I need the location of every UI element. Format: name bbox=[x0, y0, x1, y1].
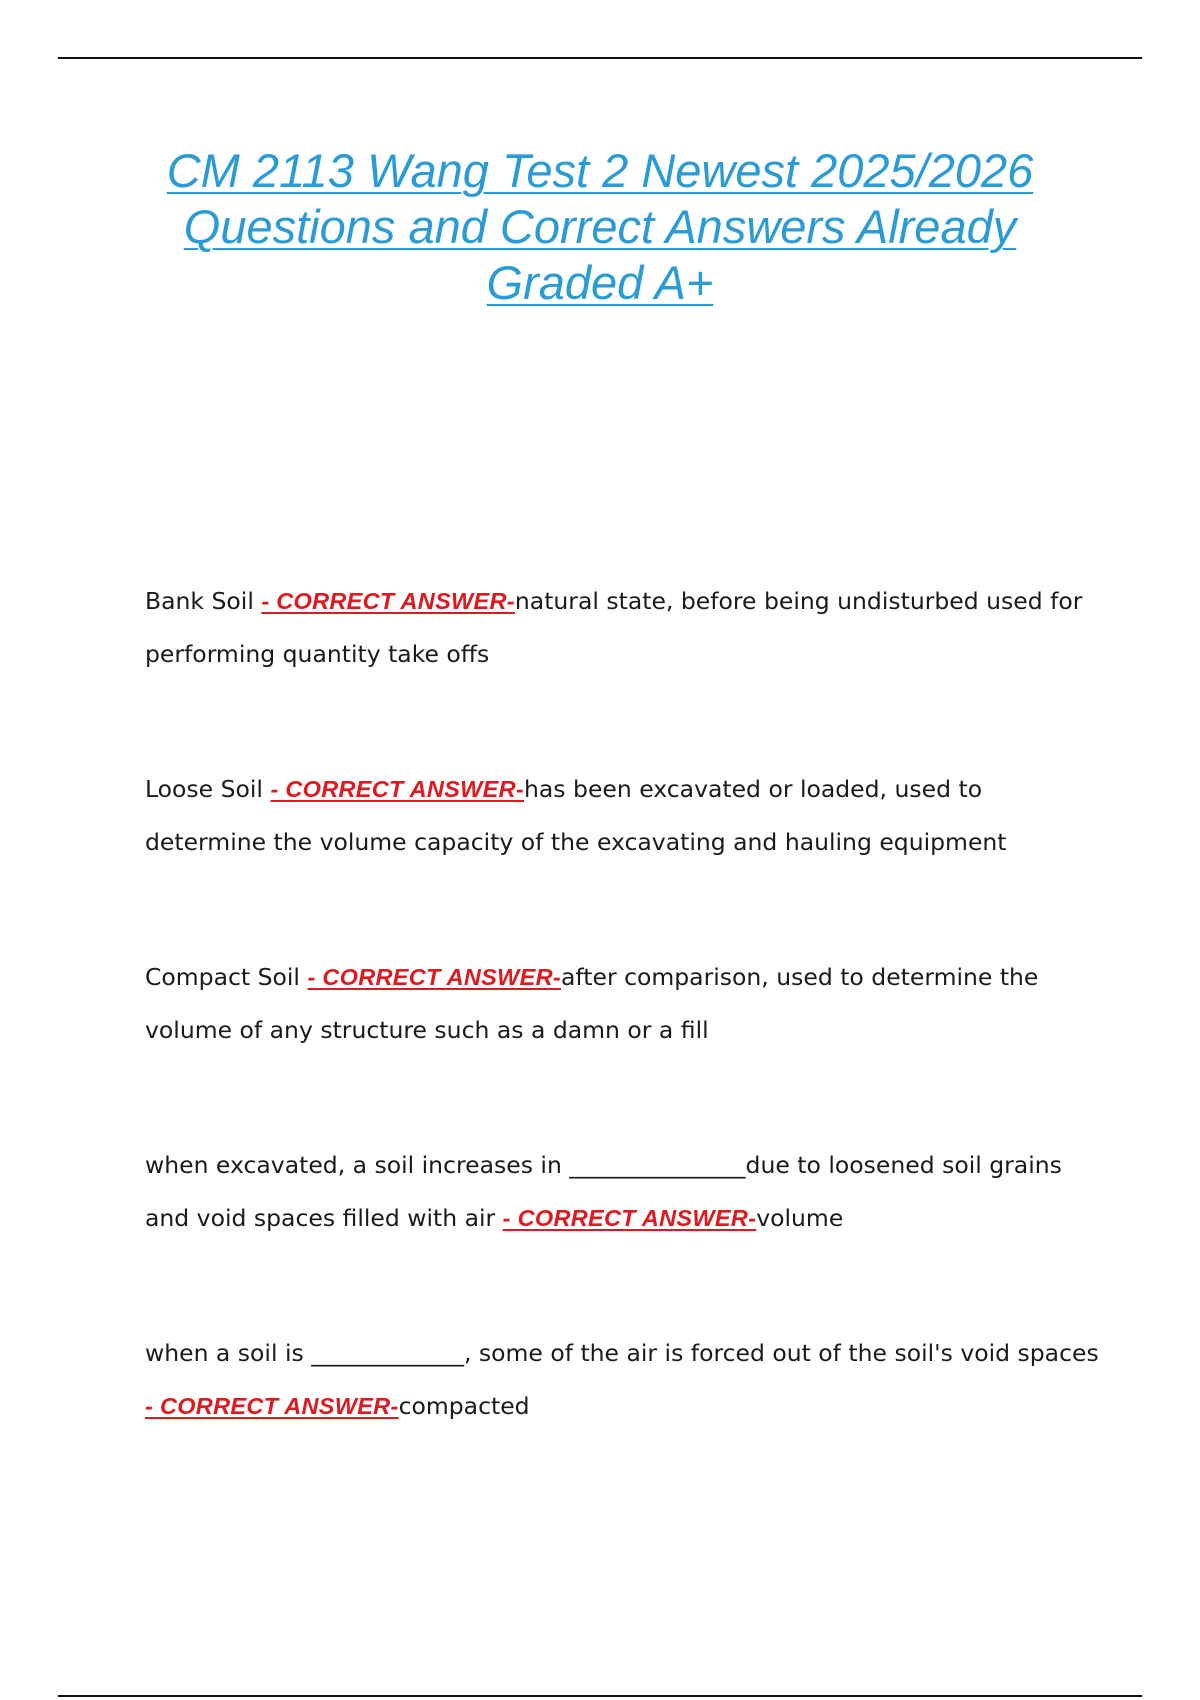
qa-item-compact-soil bbox=[145, 951, 1105, 1057]
answer-text: compacted bbox=[398, 1392, 530, 1420]
title-line-2[interactable]: Questions and Correct Answers Already bbox=[183, 200, 1017, 253]
qa-item-bank-soil bbox=[145, 575, 1105, 681]
qa-line bbox=[145, 1380, 1105, 1433]
correct-answer-label: - CORRECT ANSWER- bbox=[307, 964, 562, 990]
header-rule bbox=[58, 57, 1142, 59]
answer-text-cont: volume of any structure such as a damn or a fill bbox=[145, 1016, 709, 1044]
qa-item-excavated-volume bbox=[145, 1139, 1105, 1245]
question-text-cont: and void spaces filled with air bbox=[145, 1204, 503, 1232]
question-text: Compact Soil bbox=[145, 963, 308, 991]
question-text: Loose Soil bbox=[145, 775, 271, 803]
answer-text: has been excavated or loaded, used to bbox=[524, 775, 983, 803]
answer-text: after comparison, used to determine the bbox=[561, 963, 1039, 991]
qa-line bbox=[145, 1192, 1105, 1245]
title-line-1[interactable]: CM 2113 Wang Test 2 Newest 2025/2026 bbox=[166, 144, 1034, 197]
correct-answer-label: - CORRECT ANSWER- bbox=[270, 776, 525, 802]
qa-line bbox=[145, 763, 1105, 816]
answer-text-cont: determine the volume capacity of the excavating and hauling equipment bbox=[145, 828, 1007, 856]
question-text: Bank Soil bbox=[145, 587, 262, 615]
footer-rule bbox=[58, 1695, 1142, 1697]
qa-line bbox=[145, 951, 1105, 1004]
question-text: when a soil is _____________, some of the air is forced out of the soil's void spaces bbox=[145, 1339, 1099, 1367]
title-line-3[interactable]: Graded A+ bbox=[486, 256, 714, 309]
answer-text: natural state, before being undisturbed used for bbox=[514, 587, 1083, 615]
qa-item-compacted bbox=[145, 1327, 1105, 1433]
correct-answer-label: - CORRECT ANSWER- bbox=[145, 1393, 399, 1419]
document-title bbox=[100, 143, 1100, 311]
answer-text-cont: performing quantity take offs bbox=[145, 640, 490, 668]
qa-line bbox=[145, 575, 1105, 628]
qa-item-loose-soil bbox=[145, 763, 1105, 869]
correct-answer-label: - CORRECT ANSWER- bbox=[502, 1205, 757, 1231]
correct-answer-label: - CORRECT ANSWER- bbox=[261, 588, 515, 614]
answer-text: volume bbox=[756, 1204, 844, 1232]
question-text: when excavated, a soil increases in _______________due to loosened soil grains bbox=[145, 1151, 1062, 1179]
